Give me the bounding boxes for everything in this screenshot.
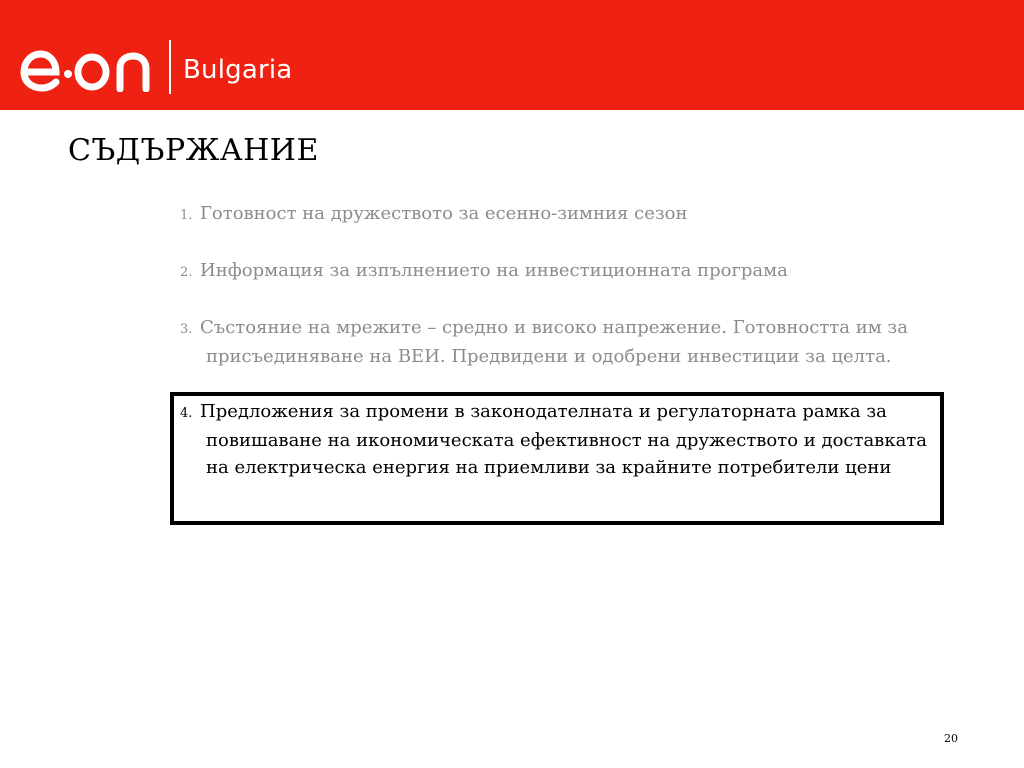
logo-divider (169, 40, 171, 94)
toc-item-1 (180, 200, 940, 229)
toc-item-3 (180, 314, 940, 370)
page-number: 20 (944, 732, 958, 745)
toc-item-text: Състояние на мрежите – средно и високо напрежение. Готовността им за присъединяване на ВЕИ. Предвидени и одобрени инвестиции за целта. (200, 317, 908, 367)
toc-item-number: 2. (180, 265, 193, 280)
eon-logo (20, 48, 160, 92)
toc-item-text: Информация за изпълнението на инвестиционната програма (200, 260, 788, 281)
toc-item-4-current (180, 398, 940, 481)
toc-item-text: Готовност на дружеството за есенно-зимния сезон (200, 203, 688, 224)
table-of-contents (180, 200, 940, 509)
logo-country-label: Bulgaria (183, 55, 293, 85)
header-band (0, 0, 1024, 110)
toc-item-2 (180, 257, 940, 286)
toc-item-text: Предложения за промени в законодателната и регулаторната рамка за повишаване на икономическата ефективност на дружеството и доставката на електрическа енергия на приемливи за крайните потребители цени (200, 401, 927, 478)
toc-item-number: 4. (180, 406, 193, 421)
toc-item-number: 3. (180, 322, 193, 337)
slide-title: СЪДЪРЖАНИЕ (68, 133, 319, 168)
toc-item-number: 1. (180, 208, 193, 223)
